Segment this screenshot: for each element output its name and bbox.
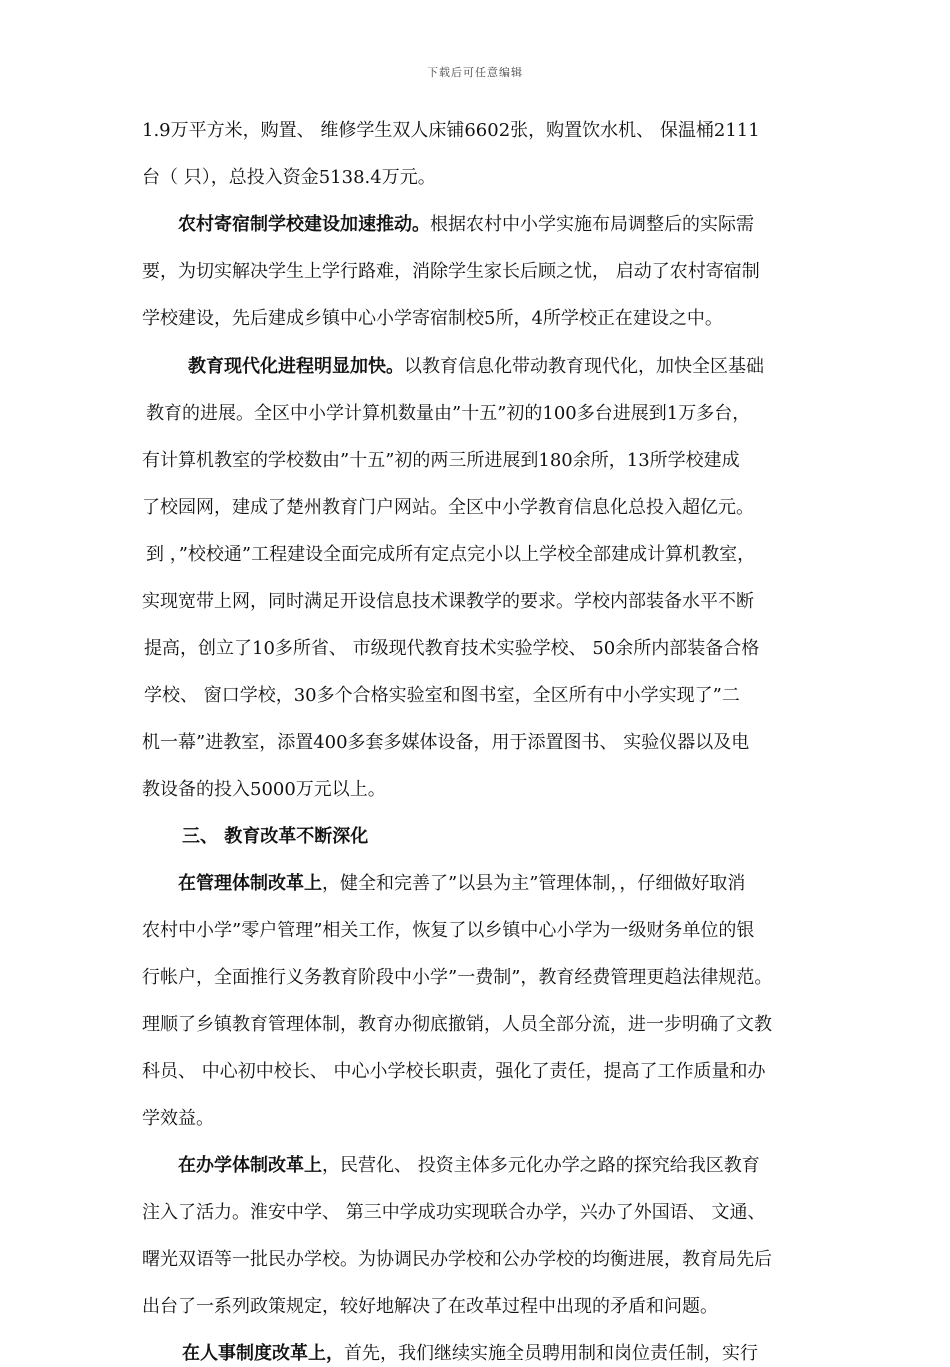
- paragraph-3-line-8: 学校、 窗口学校，30多个合格实验室和图书室，全区所有中小学实现了”二: [144, 685, 740, 706]
- paragraph-2-text: 根据农村中小学实施布局调整后的实际需: [430, 214, 754, 235]
- paragraph-6-line-1: [182, 1341, 758, 1367]
- paragraph-3-line-2: 教育的进展。全区中小学计算机数量由”十五”初的100多台进展到1万多台，: [146, 403, 751, 424]
- paragraph-3-line-6: 实现宽带上网，同时满足开设信息技术课教学的要求。学校内部装备水平不断: [142, 591, 754, 612]
- paragraph-4-line-1: [178, 871, 745, 897]
- page-header: 下载后可任意编辑: [427, 66, 523, 79]
- paragraph-5-heading: 在办学体制改革上: [178, 1155, 322, 1176]
- paragraph-5-line-4: 出台了一系列政策规定，较好地解决了在改革过程中出现的矛盾和问题。: [142, 1296, 718, 1317]
- paragraph-3-text: 以教育信息化带动教育现代化，加快全区基础: [404, 356, 764, 377]
- paragraph-2-line-3: 学校建设，先后建成乡镇中心小学寄宿制校5所，4所学校正在建设之中。: [142, 308, 723, 329]
- paragraph-3-line-1: [188, 354, 764, 380]
- paragraph-4-line-6: 学效益。: [142, 1108, 214, 1129]
- paragraph-2-line-2: 要，为切实解决学生上学行路难，消除学生家长后顾之忧， 启动了农村寄宿制: [142, 261, 760, 282]
- paragraph-3-line-4: 了校园网，建成了楚州教育门户网站。全区中小学教育信息化总投入超亿元。: [142, 497, 754, 518]
- paragraph-4-line-2: 农村中小学”零户管理”相关工作，恢复了以乡镇中心小学为一级财务单位的银: [142, 920, 755, 941]
- paragraph-4-text: ，健全和完善了”以县为主”管理体制，，仔细做好取消: [322, 873, 746, 894]
- paragraph-5-line-2: 注入了活力。淮安中学、 第三中学成功实现联合办学，兴办了外国语、 文通、: [142, 1202, 766, 1223]
- paragraph-2-heading: 农村寄宿制学校建设加速推动。: [178, 214, 430, 235]
- paragraph-3-heading: 教育现代化进程明显加快。: [188, 356, 404, 377]
- section-3-title: 三、 教育改革不断深化: [182, 826, 369, 847]
- paragraph-3-line-7: 提高，创立了10多所省、 市级现代教育技术实验学校、 50余所内部装备合格: [144, 638, 760, 659]
- paragraph-3-line-9: 机一幕”进教室，添置400多套多媒体设备，用于添置图书、 实验仪器以及电: [142, 732, 750, 753]
- paragraph-5-line-3: 曙光双语等一批民办学校。为协调民办学校和公办学校的均衡进展，教育局先后: [142, 1249, 772, 1270]
- paragraph-6-heading: 在人事制度改革上，: [182, 1343, 344, 1364]
- paragraph-4-line-4: 理顺了乡镇教育管理体制，教育办彻底撤销，人员全部分流，进一步明确了文教: [142, 1014, 772, 1035]
- paragraph-4-line-5: 科员、 中心初中校长、 中心小学校长职责，强化了责任，提高了工作质量和办: [142, 1061, 766, 1082]
- paragraph-3-line-5: 到 ，”校校通”工程建设全面完成所有定点完小以上学校全部建成计算机教室，: [146, 544, 756, 565]
- paragraph-4-heading: 在管理体制改革上: [178, 873, 322, 894]
- paragraph-6-text: 首先，我们继续实施全员聘用制和岗位责任制，实行: [344, 1343, 758, 1364]
- paragraph-2-line-1: [178, 212, 754, 238]
- paragraph-5-line-1: [178, 1153, 760, 1179]
- paragraph-4-line-3: 行帐户，全面推行义务教育阶段中小学”一费制”，教育经费管理更趋法律规范。: [142, 967, 773, 988]
- paragraph-5-text: ，民营化、 投资主体多元化办学之路的探究给我区教育: [322, 1155, 760, 1176]
- paragraph-1-line-2: 台（ 只），总投入资金5138.4万元。: [142, 167, 436, 188]
- paragraph-1-line-1: 1.9万平方米，购置、 维修学生双人床铺6602张，购置饮水机、 保温桶2111: [142, 120, 760, 141]
- paragraph-3-line-10: 教设备的投入5000万元以上。: [142, 779, 386, 800]
- paragraph-3-line-3: 有计算机教室的学校数由”十五”初的两三所进展到180余所，13所学校建成: [142, 450, 740, 471]
